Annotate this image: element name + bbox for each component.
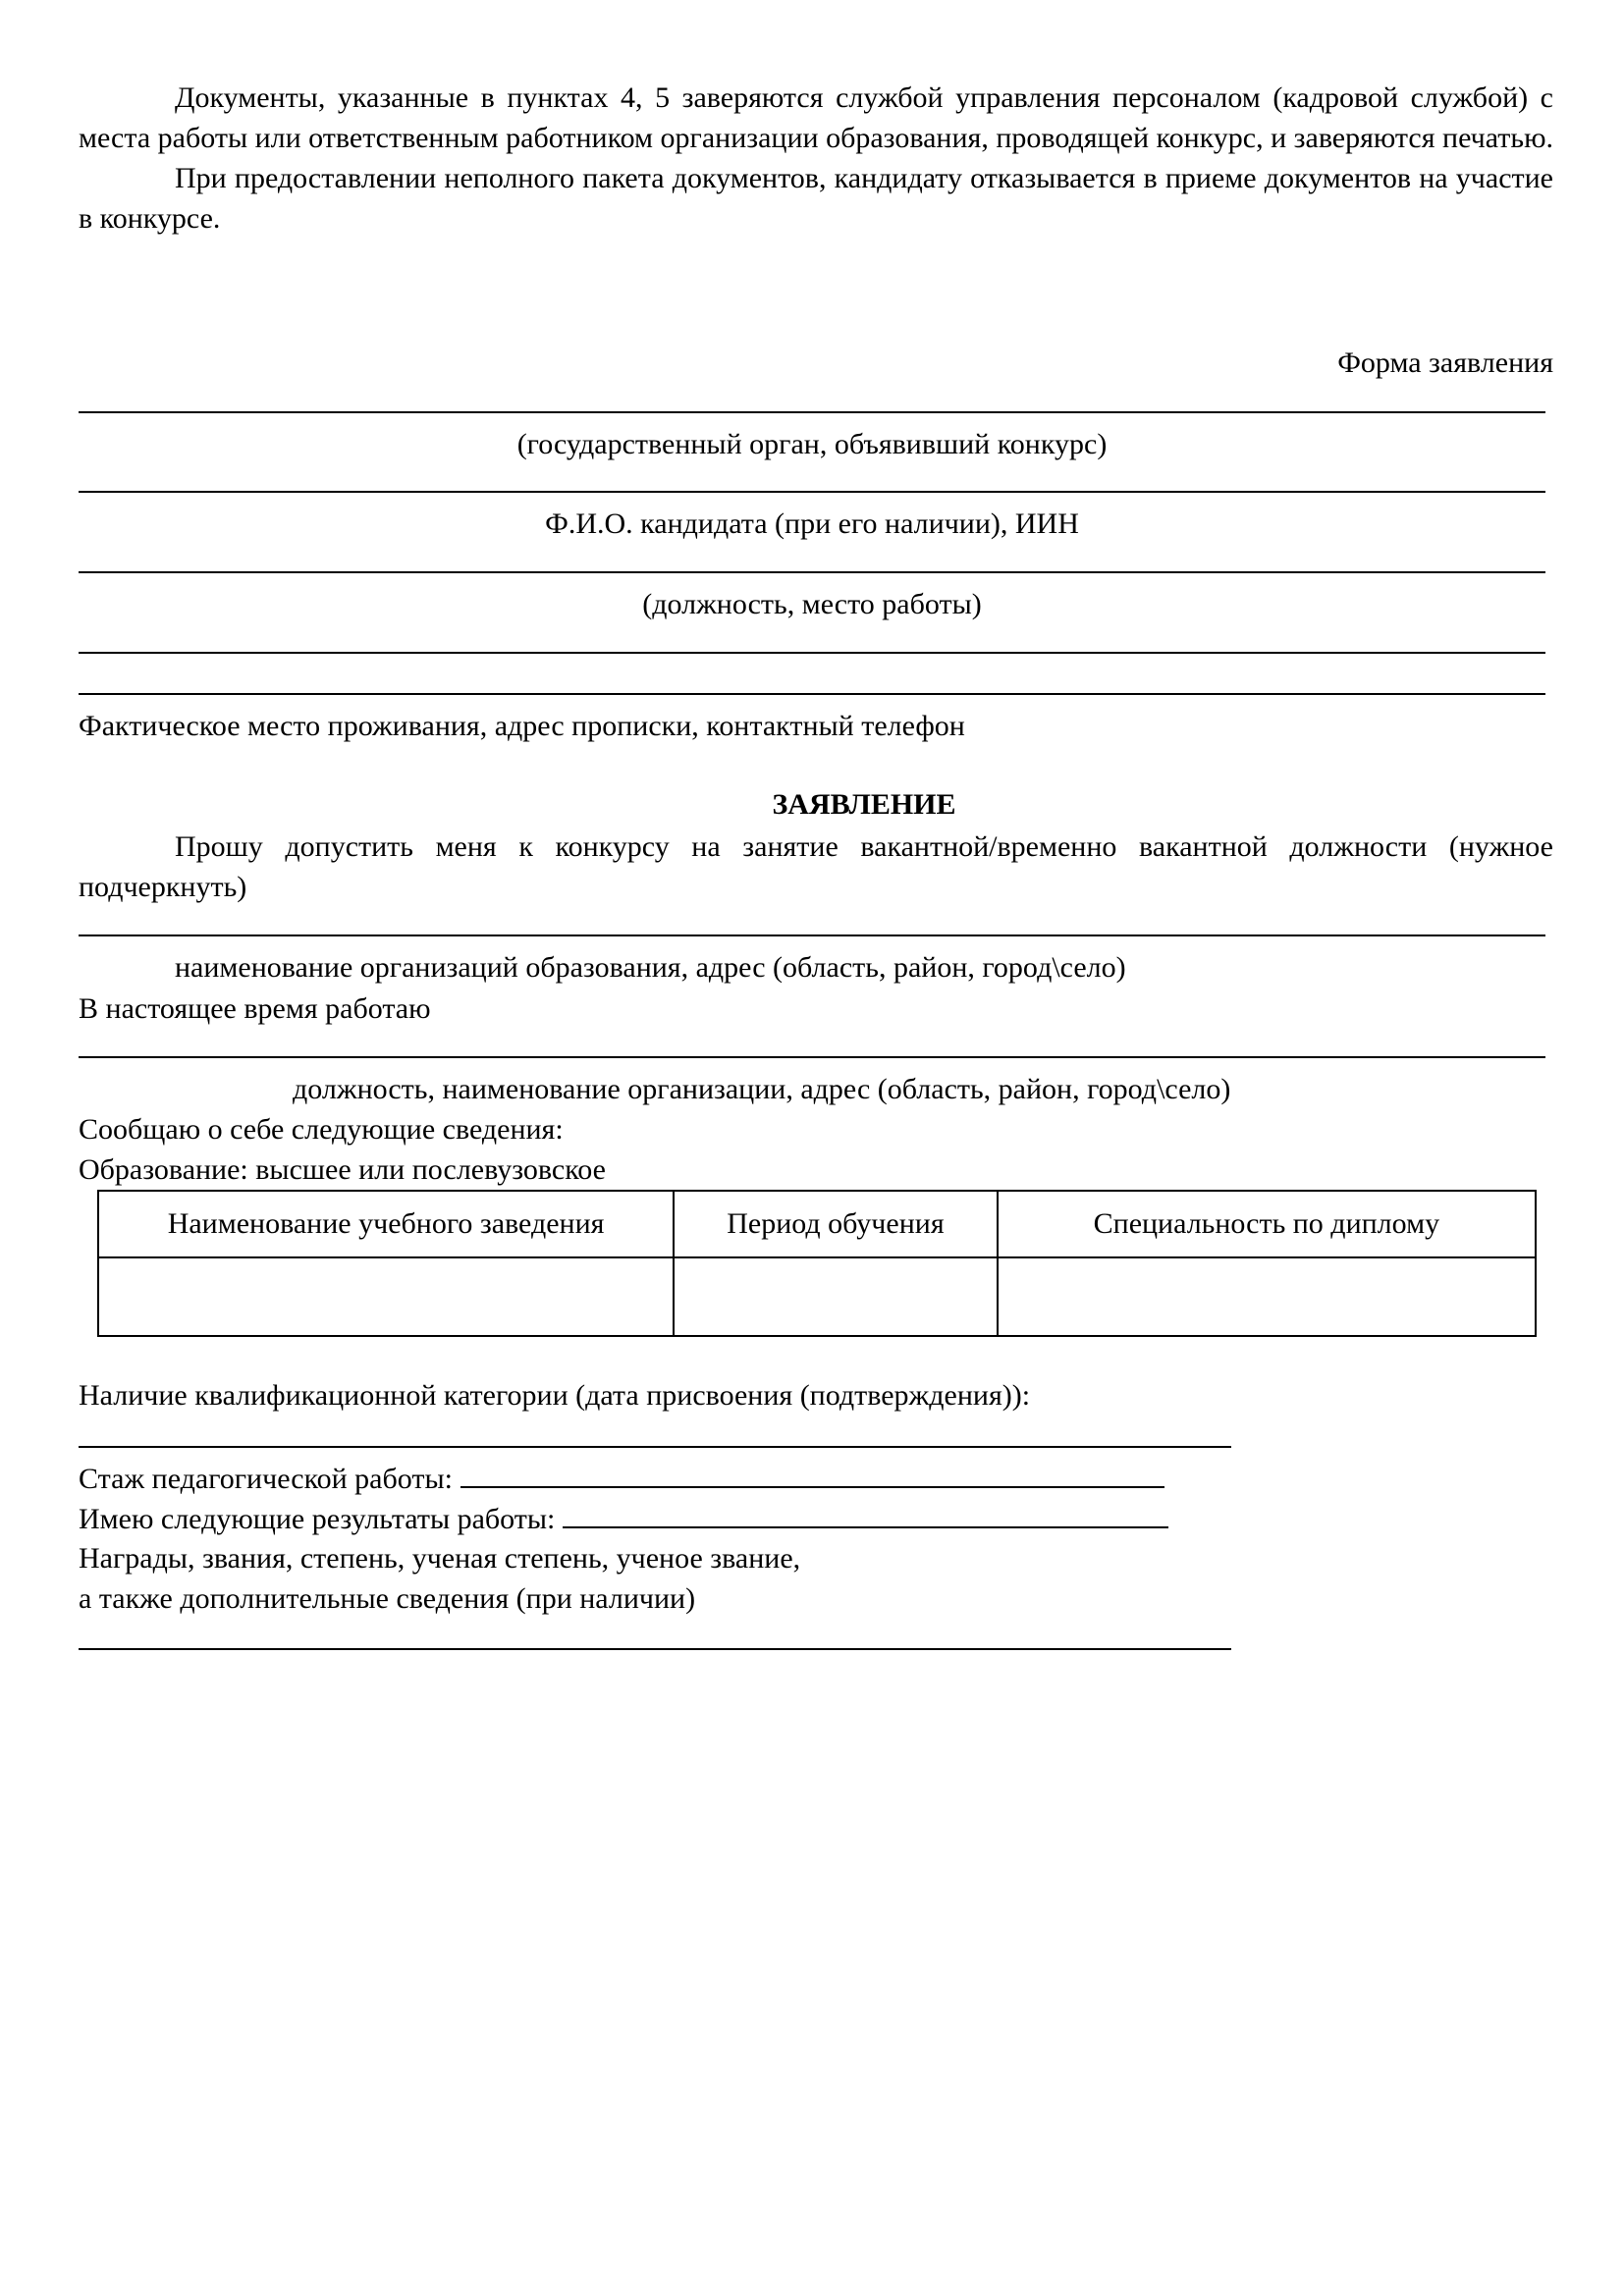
awards-line[interactable] — [79, 1648, 1231, 1650]
organization-caption: наименование организаций образования, адрес (область, район, город\село) — [175, 951, 1126, 984]
form-title: Форма заявления — [1337, 347, 1553, 379]
results-row — [79, 1499, 1168, 1539]
column-header-specialty: Специальность по диплому — [998, 1191, 1536, 1257]
organization-line[interactable] — [79, 934, 1545, 936]
address-line-2[interactable] — [79, 693, 1545, 695]
info-intro: Сообщаю о себе следующие сведения: — [79, 1113, 564, 1146]
period-cell[interactable] — [674, 1257, 998, 1336]
results-label: Имею следующие результаты работы: — [79, 1503, 556, 1535]
qualification-label: Наличие квалификационной категории (дата присвоения (подтверждения)): — [79, 1379, 1031, 1412]
experience-field[interactable] — [460, 1459, 1164, 1488]
currently-working-label: В настоящее время работаю — [79, 992, 431, 1025]
education-label: Образование: высшее или послевузовское — [79, 1153, 606, 1186]
current-job-caption: должность, наименование организации, адрес (область, район, город\село) — [293, 1073, 1231, 1105]
awards-label-line-2: а также дополнительные сведения (при наличии) — [79, 1582, 696, 1615]
qualification-line[interactable] — [79, 1446, 1231, 1448]
education-table — [97, 1190, 1537, 1337]
intro-paragraph-2: При предоставлении неполного пакета документов, кандидату отказывается в приеме документов на участие в конкурсе. — [79, 162, 1553, 235]
government-body-line[interactable] — [79, 411, 1545, 413]
experience-label: Стаж педагогической работы: — [79, 1463, 453, 1495]
government-body-caption: (государственный орган, объявивший конкурс) — [516, 428, 1108, 460]
experience-row — [79, 1459, 1164, 1499]
application-heading: ЗАЯВЛЕНИЕ — [772, 788, 956, 821]
position-line[interactable] — [79, 571, 1545, 573]
intro-section — [79, 78, 1553, 239]
awards-label-line-1: Награды, звания, степень, ученая степень, ученое звание, — [79, 1542, 801, 1575]
institution-cell[interactable] — [98, 1257, 674, 1336]
request-text: Прошу допустить меня к конкурсу на занятие вакантной/временно вакантной должности (нужное подчеркнуть) — [79, 830, 1553, 903]
intro-paragraph-1: Документы, указанные в пунктах 4, 5 заверяются службой управления персоналом (кадровой службой) с места работы или ответственным работником организации образования, проводящей конкурс, и заверяются печатью. — [79, 81, 1553, 154]
position-caption: (должность, место работы) — [642, 588, 982, 620]
address-line-1[interactable] — [79, 652, 1545, 654]
column-header-period: Период обучения — [674, 1191, 998, 1257]
request-section — [79, 827, 1553, 907]
address-caption: Фактическое место проживания, адрес прописки, контактный телефон — [79, 710, 965, 742]
specialty-cell[interactable] — [998, 1257, 1536, 1336]
results-field[interactable] — [563, 1499, 1168, 1528]
table-row — [98, 1257, 1536, 1336]
candidate-name-line[interactable] — [79, 491, 1545, 493]
education-table-header-row — [98, 1191, 1536, 1257]
current-job-line[interactable] — [79, 1056, 1545, 1058]
candidate-name-caption: Ф.И.О. кандидата (при его наличии), ИИН — [545, 507, 1079, 540]
column-header-institution: Наименование учебного заведения — [98, 1191, 674, 1257]
